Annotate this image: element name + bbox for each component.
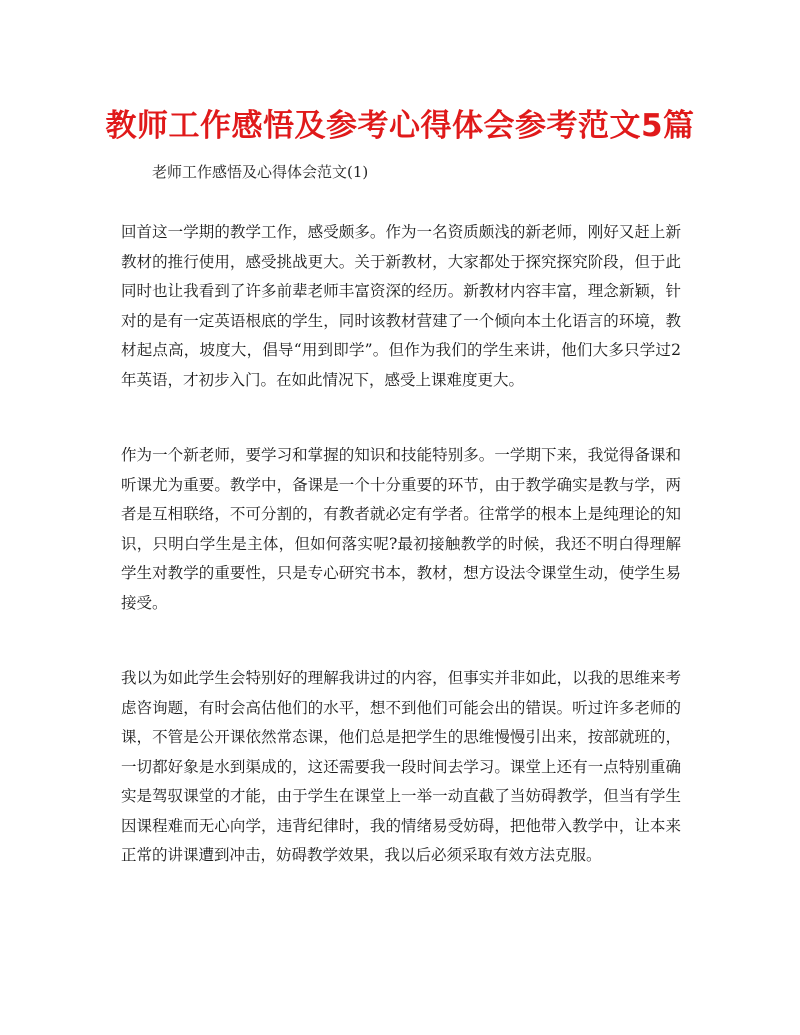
document-subtitle: 老师工作感悟及心得体会范文(1) — [152, 163, 369, 181]
document-title: 教师工作感悟及参考心得体会参考范文5篇 — [105, 108, 695, 144]
body-paragraph: 作为一个新老师，要学习和掌握的知识和技能特别多。一学期下来，我觉得备课和听课尤为重要。教学中，备课是一个十分重要的环节，由于教学确实是教与学，两者是互相联络，不可分割的，有教者就必定有学者。往常学的根本上是纯理论的知识，只明白学生是主体，但如何落实呢?最初接触教学的时候，我还不明白得理解学生对教学的重要性，只是专心研究书本，教材，想方设法令课堂生动，使学生易接受。 — [121, 446, 681, 612]
document-body — [121, 218, 681, 917]
body-paragraph: 我以为如此学生会特别好的理解我讲过的内容，但事实并非如此，以我的思维来考虑咨询题，有时会高估他们的水平，想不到他们可能会出的错误。听过许多老师的课，不管是公开课依然常态课，他们总是把学生的思维慢慢引出来，按部就班的，一切都好象是水到渠成的，这还需要我一段时间去学习。课堂上还有一点特别重确实是驾驭课堂的才能，由于学生在课堂上一举一动直截了当妨碍教学，但当有学生因课程难而无心向学，违背纪律时，我的情绪易受妨碍，把他带入教学中，让本来正常的讲课遭到冲击，妨碍教学效果，我以后必须采取有效方法克服。 — [121, 669, 681, 864]
body-paragraph: 回首这一学期的教学工作，感受颇多。作为一名资质颇浅的新老师，刚好又赶上新教材的推行使用，感受挑战更大。关于新教材，大家都处于探究探究阶段，但于此同时也让我看到了许多前辈老师丰富资深的经历。新教材内容丰富，理念新颖，针对的是有一定英语根底的学生，同时该教材营建了一个倾向本土化语言的环境，教材起点高，坡度大，倡导“用到即学”。但作为我们的学生来讲，他们大多只学过2年英语，才初步入门。在如此情况下，感受上课难度更大。 — [121, 223, 681, 389]
